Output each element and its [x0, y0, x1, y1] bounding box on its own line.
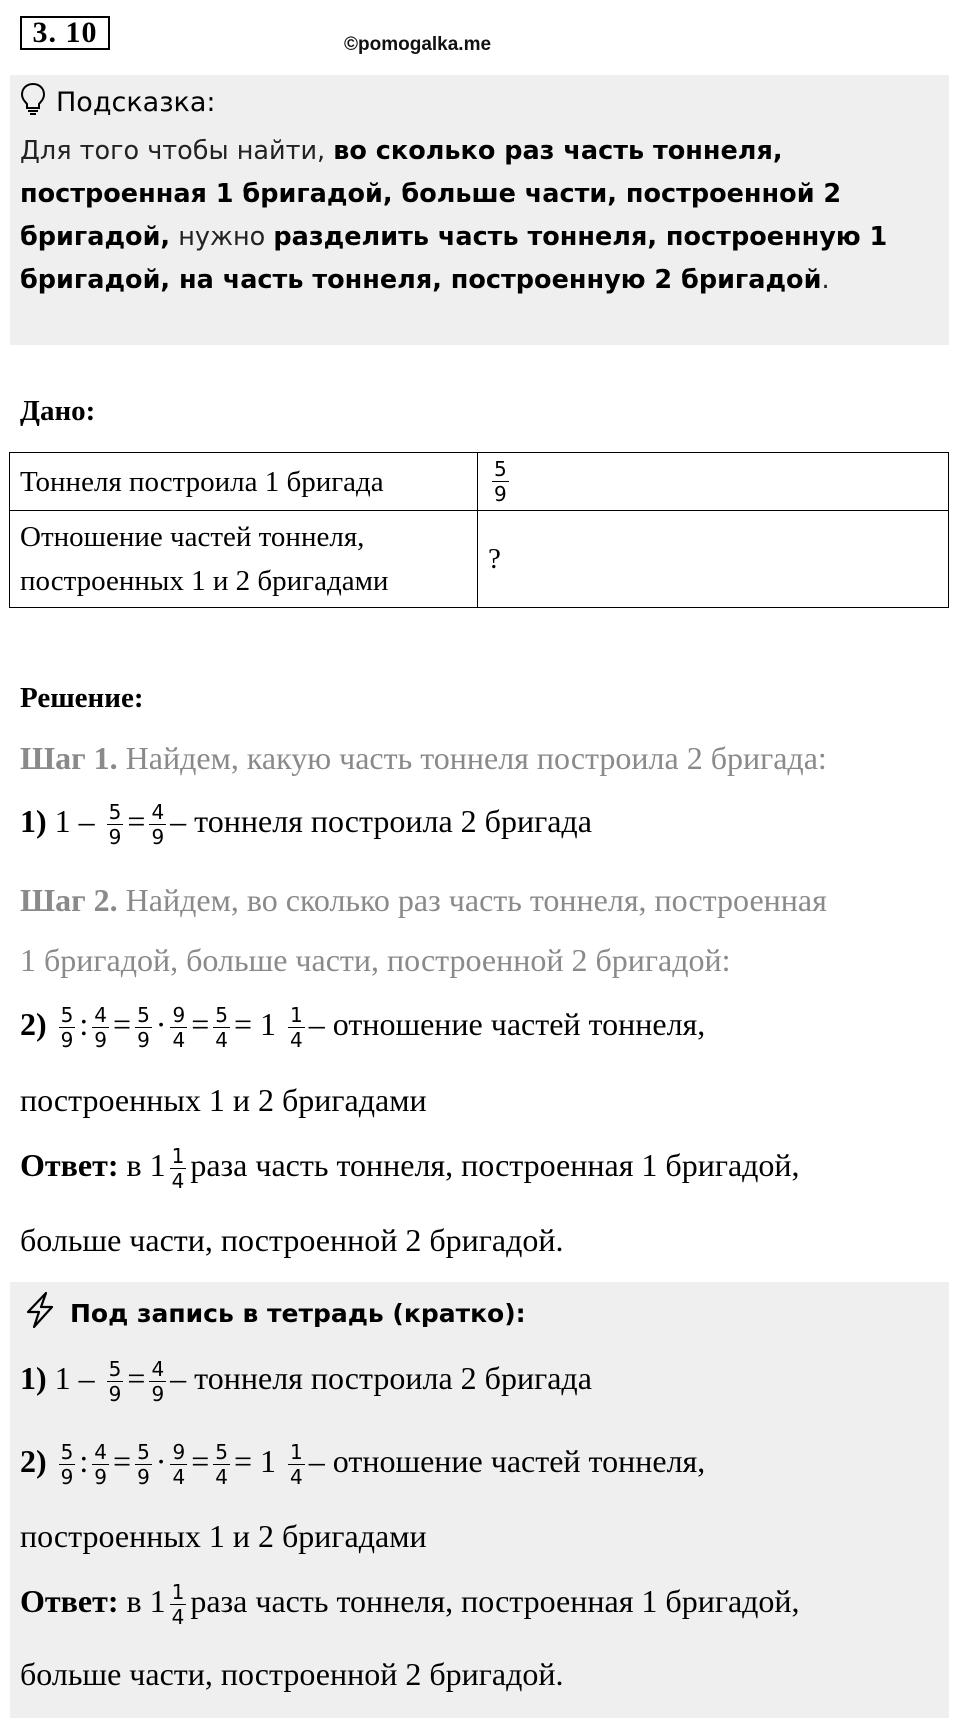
- table-row: [10, 453, 949, 511]
- lightning-icon: [20, 1290, 60, 1336]
- notebook-title: Под запись в тетрадь (кратко):: [70, 1298, 526, 1328]
- answer: Ответ: в 1 $\frac{1}{4}$ раза часть тоннеля, построенная 1 бригадой,: [20, 1144, 800, 1193]
- given-value-1: [478, 453, 949, 511]
- hint-part-1: Для того чтобы найти,: [20, 136, 334, 166]
- hint-part-3: нужно: [170, 222, 274, 252]
- lightbulb-icon: [20, 82, 46, 123]
- table-row: [10, 511, 949, 608]
- notebook-box: [10, 1282, 949, 1718]
- solution-heading: Решение:: [20, 682, 144, 714]
- notebook-answer: Ответ: в 1 $\frac{1}{4}$ раза часть тоннеля, построенная 1 бригадой,: [20, 1580, 800, 1629]
- equation-2-cont: построенных 1 и 2 бригадами: [20, 1082, 427, 1118]
- hint-part-4: разделить часть тоннеля, построенную 1 бригадой, на часть тоннеля, построенную 2 бригадой: [20, 222, 888, 295]
- hint-part-2: во сколько раз часть тоннеля, построенная 1 бригадой, больше части, построенной 2 бригадой,: [20, 136, 842, 252]
- watermark: ©pomogalka.me: [344, 34, 492, 55]
- answer-cont: больше части, построенной 2 бригадой.: [20, 1222, 564, 1258]
- hint-title: Подсказка:: [56, 87, 216, 118]
- given-table: [9, 452, 949, 608]
- notebook-answer-cont: больше части, построенной 2 бригадой.: [20, 1656, 564, 1692]
- step2-line-2: 1 бригадой, больше части, построенной 2 бригадой:: [20, 942, 731, 978]
- given-value-2: ?: [478, 511, 949, 608]
- hint-header: [20, 82, 216, 123]
- fraction: $\frac{5}{9}$: [494, 457, 507, 506]
- equation-2: 2) $\frac{5}{9}$ : $\frac{4}{9}$ = $\frac{5}{9}$ · $\frac{9}{4}$ = $\frac{5}{4}$ = 1 $\frac{1}{4}$ – отношение частей тоннеля,: [20, 1003, 706, 1052]
- step2-line-1: Шаг 2. Найдем, во сколько раз часть тоннеля, построенная: [20, 882, 827, 918]
- equation-1: 1) 1 – $\frac{5}{9}$ = $\frac{4}{9}$ – тоннеля построила 2 бригада: [20, 800, 592, 849]
- hint-part-5: .: [821, 265, 830, 295]
- notebook-equation-2-cont: построенных 1 и 2 бригадами: [20, 1518, 427, 1554]
- step1: Шаг 1. Найдем, какую часть тоннеля построила 2 бригада:: [20, 740, 827, 776]
- notebook-equation-1: 1) 1 – $\frac{5}{9}$ = $\frac{4}{9}$ – тоннеля построила 2 бригада: [20, 1357, 592, 1406]
- given-heading: Дано:: [20, 395, 96, 427]
- given-label-1: Тоннеля построила 1 бригада: [10, 453, 478, 511]
- notebook-header: [20, 1290, 526, 1336]
- notebook-equation-2: 2) $\frac{5}{9}$ : $\frac{4}{9}$ = $\frac{5}{9}$ · $\frac{9}{4}$ = $\frac{5}{4}$ = 1 $\frac{1}{4}$ – отношение частей тоннеля,: [20, 1440, 706, 1489]
- problem-number: 3. 10: [20, 16, 110, 50]
- hint-text: [20, 130, 920, 302]
- given-label-2: Отношение частей тоннеля, построенных 1 и 2 бригадами: [10, 511, 478, 608]
